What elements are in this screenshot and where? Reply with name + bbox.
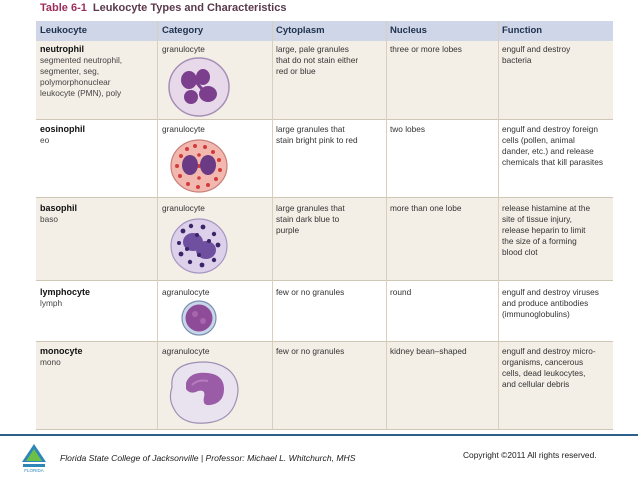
column-divider (386, 21, 387, 429)
cytoplasm-line: large, pale granules (276, 44, 349, 54)
function-line: and cellular debris (502, 379, 570, 389)
nucleus-cell (390, 44, 462, 55)
nucleus-cell (390, 203, 462, 214)
leukocyte-name: lymphocyte (40, 287, 91, 297)
leukocyte-name: eosinophil (40, 124, 85, 134)
function-cell (502, 346, 596, 390)
header-function: Function (502, 25, 543, 36)
leukocyte-name-cell (40, 346, 154, 368)
cytoplasm-line: stain bright pink to red (276, 135, 358, 145)
eosinophil-cell-icon (169, 138, 229, 194)
leukocyte-name-cell (40, 44, 154, 99)
leukocyte-alias: leukocyte (PMN), poly (40, 88, 122, 98)
table-title (40, 2, 286, 18)
leukocyte-alias: segmented neutrophil, (40, 55, 123, 65)
function-line: site of tissue injury, (502, 214, 572, 224)
function-line: dander, etc.) and release (502, 146, 594, 156)
header-nucleus: Nucleus (390, 25, 427, 36)
function-line: engulf and destroy (502, 44, 571, 54)
category-cell: granulocyte (162, 44, 205, 54)
nucleus-line: two lobes (390, 124, 426, 134)
nucleus-cell (390, 287, 411, 298)
leukocyte-name: neutrophil (40, 44, 84, 54)
leukocyte-name-cell (40, 287, 154, 309)
function-line: the size of a forming (502, 236, 577, 246)
header-category: Category (162, 25, 204, 36)
leukocyte-name-cell (40, 203, 154, 225)
function-line: cells (pollen, animal (502, 135, 575, 145)
college-logo-icon (20, 442, 48, 474)
cytoplasm-line: large granules that (276, 124, 345, 134)
leukocyte-alias: polymorphonuclear (40, 77, 111, 87)
leukocyte-name: basophil (40, 203, 78, 213)
function-line: release histamine at the (502, 203, 591, 213)
leukocyte-name-cell (40, 124, 154, 146)
row-divider (36, 429, 613, 430)
header-leukocyte: Leukocyte (40, 25, 87, 36)
leukocyte-alias: lymph (40, 298, 63, 308)
nucleus-line: round (390, 287, 412, 297)
leukocyte-name: monocyte (40, 346, 83, 356)
row-divider (36, 119, 613, 120)
function-line: and produce antibodies (502, 298, 589, 308)
category-cell: agranulocyte (162, 287, 210, 297)
function-line: bacteria (502, 55, 532, 65)
basophil-cell-icon (169, 217, 229, 275)
function-line: engulf and destroy micro- (502, 346, 596, 356)
nucleus-line: three or more lobes (390, 44, 462, 54)
table-heading: Leukocyte Types and Characteristics (92, 2, 287, 14)
nucleus-line: more than one lobe (390, 203, 462, 213)
leukocyte-table (36, 0, 613, 432)
cytoplasm-cell (276, 44, 358, 77)
table-header-row (36, 21, 613, 41)
function-cell (502, 124, 603, 168)
function-line: cells, dead leukocytes, (502, 368, 586, 378)
column-divider (272, 21, 273, 429)
function-line: release heparin to limit (502, 225, 586, 235)
cytoplasm-cell (276, 287, 344, 298)
row-divider (36, 280, 613, 281)
footer-institution: Florida State College of Jacksonville | Professor: Michael L. Whitchurch, MHS (60, 453, 356, 463)
cytoplasm-cell (276, 203, 345, 236)
table-number: Table 6-1 (40, 2, 87, 14)
logo-text: FLORIDA (24, 468, 44, 473)
monocyte-cell-icon (164, 357, 244, 427)
cytoplasm-line: red or blue (276, 66, 316, 76)
cytoplasm-cell (276, 346, 344, 357)
function-line: engulf and destroy viruses (502, 287, 599, 297)
leukocyte-alias: eo (40, 135, 50, 145)
leukocyte-alias: mono (40, 357, 61, 367)
function-line: chemicals that kill parasites (502, 157, 603, 167)
header-cytoplasm: Cytoplasm (276, 25, 325, 36)
function-cell (502, 203, 590, 258)
function-line: engulf and destroy foreign (502, 124, 598, 134)
nucleus-line: kidney bean–shaped (390, 346, 467, 356)
lymphocyte-cell-icon (180, 299, 218, 337)
category-cell: granulocyte (162, 203, 205, 213)
cytoplasm-line: that do not stain either (276, 55, 359, 65)
column-divider (157, 21, 158, 429)
cytoplasm-line: few or no granules (276, 346, 345, 356)
row-divider (36, 197, 613, 198)
cytoplasm-line: large granules that (276, 203, 345, 213)
nucleus-cell (390, 346, 467, 357)
row-divider (36, 341, 613, 342)
nucleus-cell (390, 124, 425, 135)
footer-rule (0, 434, 638, 436)
neutrophil-cell-icon (167, 56, 231, 118)
leukocyte-alias: baso (40, 214, 58, 224)
function-line: (immunoglobulins) (502, 309, 570, 319)
category-cell: agranulocyte (162, 346, 210, 356)
cytoplasm-line: purple (276, 225, 300, 235)
cytoplasm-line: few or no granules (276, 287, 345, 297)
leukocyte-alias: segmenter, seg, (40, 66, 100, 76)
category-cell: granulocyte (162, 124, 205, 134)
function-cell (502, 287, 599, 320)
footer-copyright: Copyright ©2011 All rights reserved. (463, 450, 597, 460)
column-divider (498, 21, 499, 429)
function-line: blood clot (502, 247, 538, 257)
cytoplasm-line: stain dark blue to (276, 214, 340, 224)
function-line: organisms, cancerous (502, 357, 584, 367)
cytoplasm-cell (276, 124, 358, 146)
function-cell (502, 44, 570, 66)
